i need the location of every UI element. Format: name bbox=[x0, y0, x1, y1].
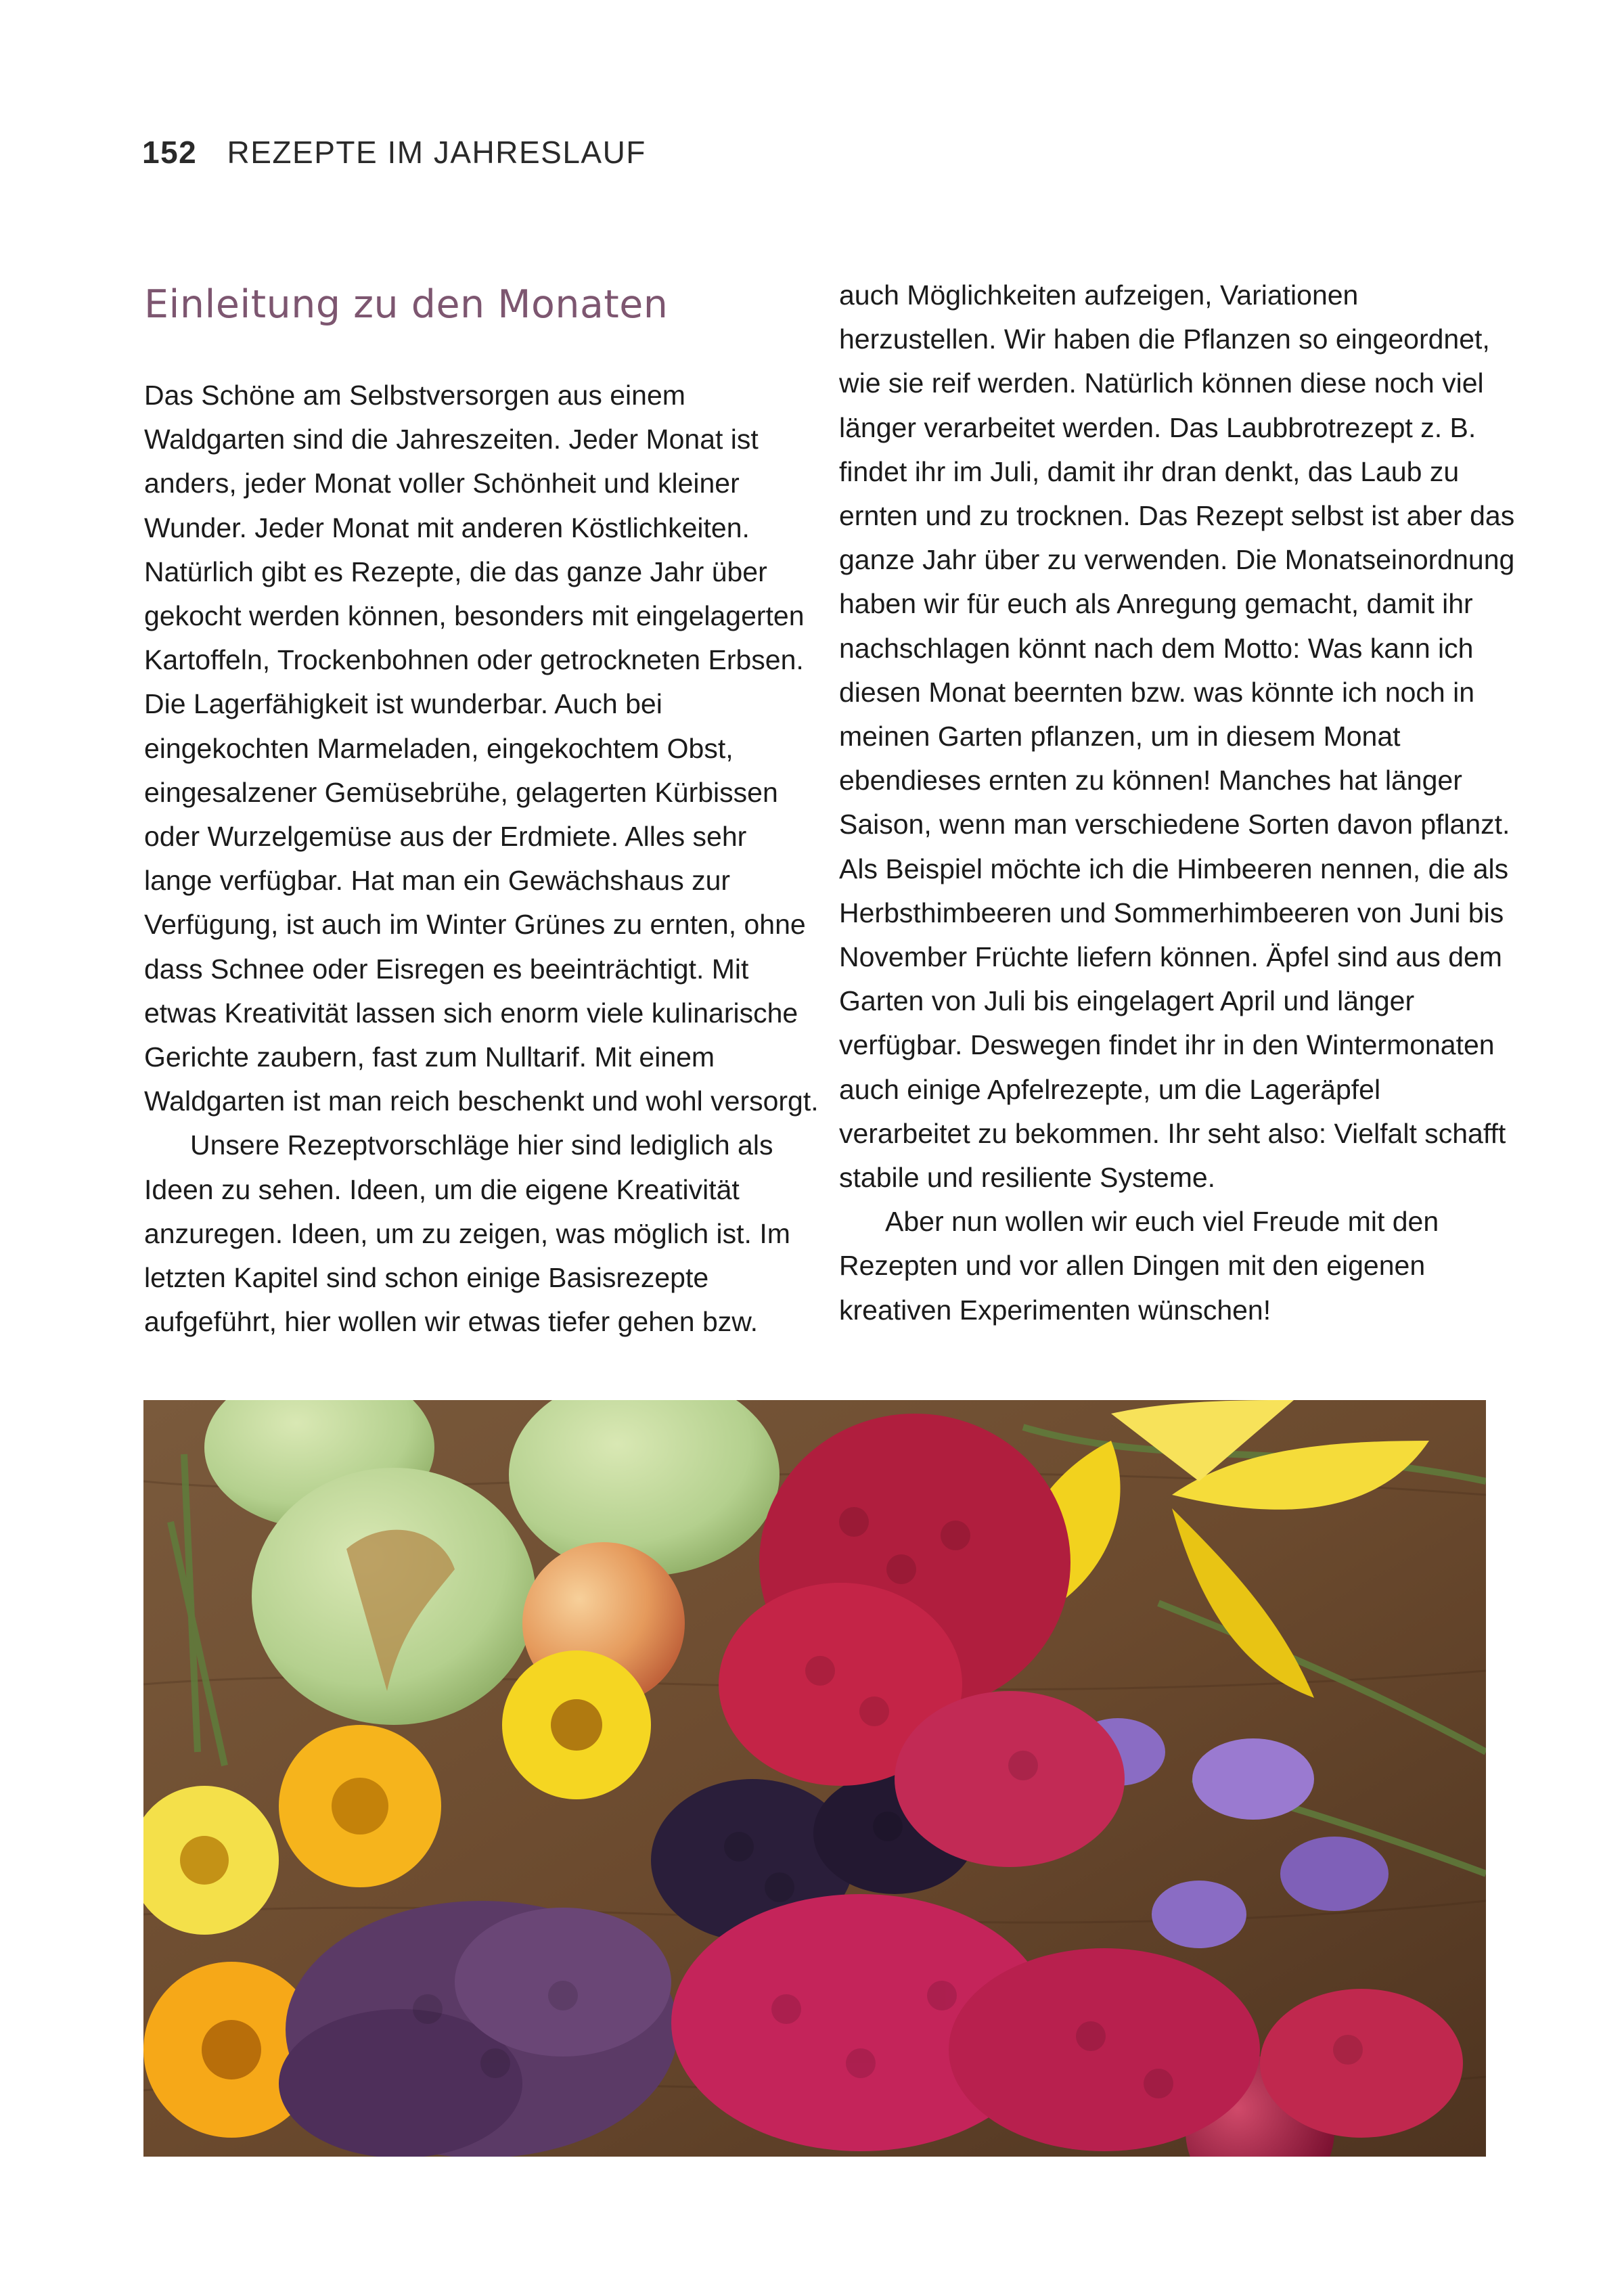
running-title: REZEPTE IM JAHRESLAUF bbox=[227, 135, 646, 170]
right-column bbox=[839, 273, 1516, 1332]
paragraph: Aber nun wollen wir euch viel Freude mit den Rezepten und vor allen Dingen mit den eigenen kreativen Experimenten wünschen! bbox=[839, 1206, 1439, 1326]
paragraph: Unsere Rezeptvorschläge hier sind lediglich als Ideen zu sehen. Ideen, um die eigene Kreativität anzuregen. Ideen, um zu zeigen, was möglich ist. Im letzten Kapitel sind schon einige Basisrezepte aufgeführt, hier wollen wir etwas tiefer gehen bzw. bbox=[144, 1129, 790, 1338]
paragraph: auch Möglichkeiten aufzeigen, Variationen herzustellen. Wir haben die Pflanzen so eingeordnet, wie sie reif werden. Natürlich können diese noch viel länger verarbeitet werden. Das Laubbrotrezept z. B. findet ihr im Juli, damit ihr dran denkt, das Laub zu ernten und zu trocknen. Das Rezept selbst ist aber das ganze Jahr über zu verwenden. Die Monatseinordnung haben wir für euch als Anregung gemacht, damit ihr nachschlagen könnt nach dem Motto: Was kann ich diesen Monat beernten bzw. was könnte ich noch in meinen Garten pflanzen, um in diesem Monat ebendieses ernten zu können! Manches hat länger Saison, wenn man verschiedene Sorten davon pflanzt. Als Beispiel möchte ich die Himbeeren nennen, die als Herbsthimbeeren und Sommerhimbeeren von Juni bis November Früchte liefern können. Äpfel sind aus dem Garten von Juli bis eingelagert April und länger verfügbar. Deswegen findet ihr in den Wintermonaten auch einige Apfelrezepte, um die Lageräpfel verarbeitet zu bekommen. Ihr seht also: Vielfalt schafft stabile und resiliente Systeme. bbox=[839, 279, 1515, 1194]
page-number: 152 bbox=[142, 135, 198, 170]
left-column bbox=[144, 273, 821, 1344]
running-head bbox=[142, 134, 646, 171]
harvest-photo bbox=[143, 1400, 1486, 2157]
section-heading: Einleitung zu den Monaten bbox=[144, 282, 669, 327]
paragraph: Das Schöne am Selbstversorgen aus einem Waldgarten sind die Jahreszeiten. Jeder Monat ist anders, jeder Monat voller Schönheit und kleiner Wunder. Jeder Monat mit anderen Köstlichkeiten. Natürlich gibt es Rezepte, die das ganze Jahr über gekocht werden können, besonders mit eingelagerten Kartoffeln, Trockenbohnen oder getrockneten Erbsen. Die Lagerfähigkeit ist wunderbar. Auch bei eingekochten Marmeladen, eingekochtem Obst, eingesalzener Gemüsebrühe, gelagerten Kürbissen oder Wurzelgemüse aus der Erdmiete. Alles sehr lange verfügbar. Hat man ein Gewächshaus zur Verfügung, ist auch im Winter Grünes zu ernten, ohne dass Schnee oder Eisregen es beeinträchtigt. Mit etwas Kreativität lassen sich enorm viele kulinarische Gerichte zaubern, fast zum Nulltarif. Mit einem Waldgarten ist man reich beschenkt und wohl versorgt. bbox=[144, 380, 819, 1117]
harvest-photo-illustration bbox=[143, 1400, 1486, 2157]
